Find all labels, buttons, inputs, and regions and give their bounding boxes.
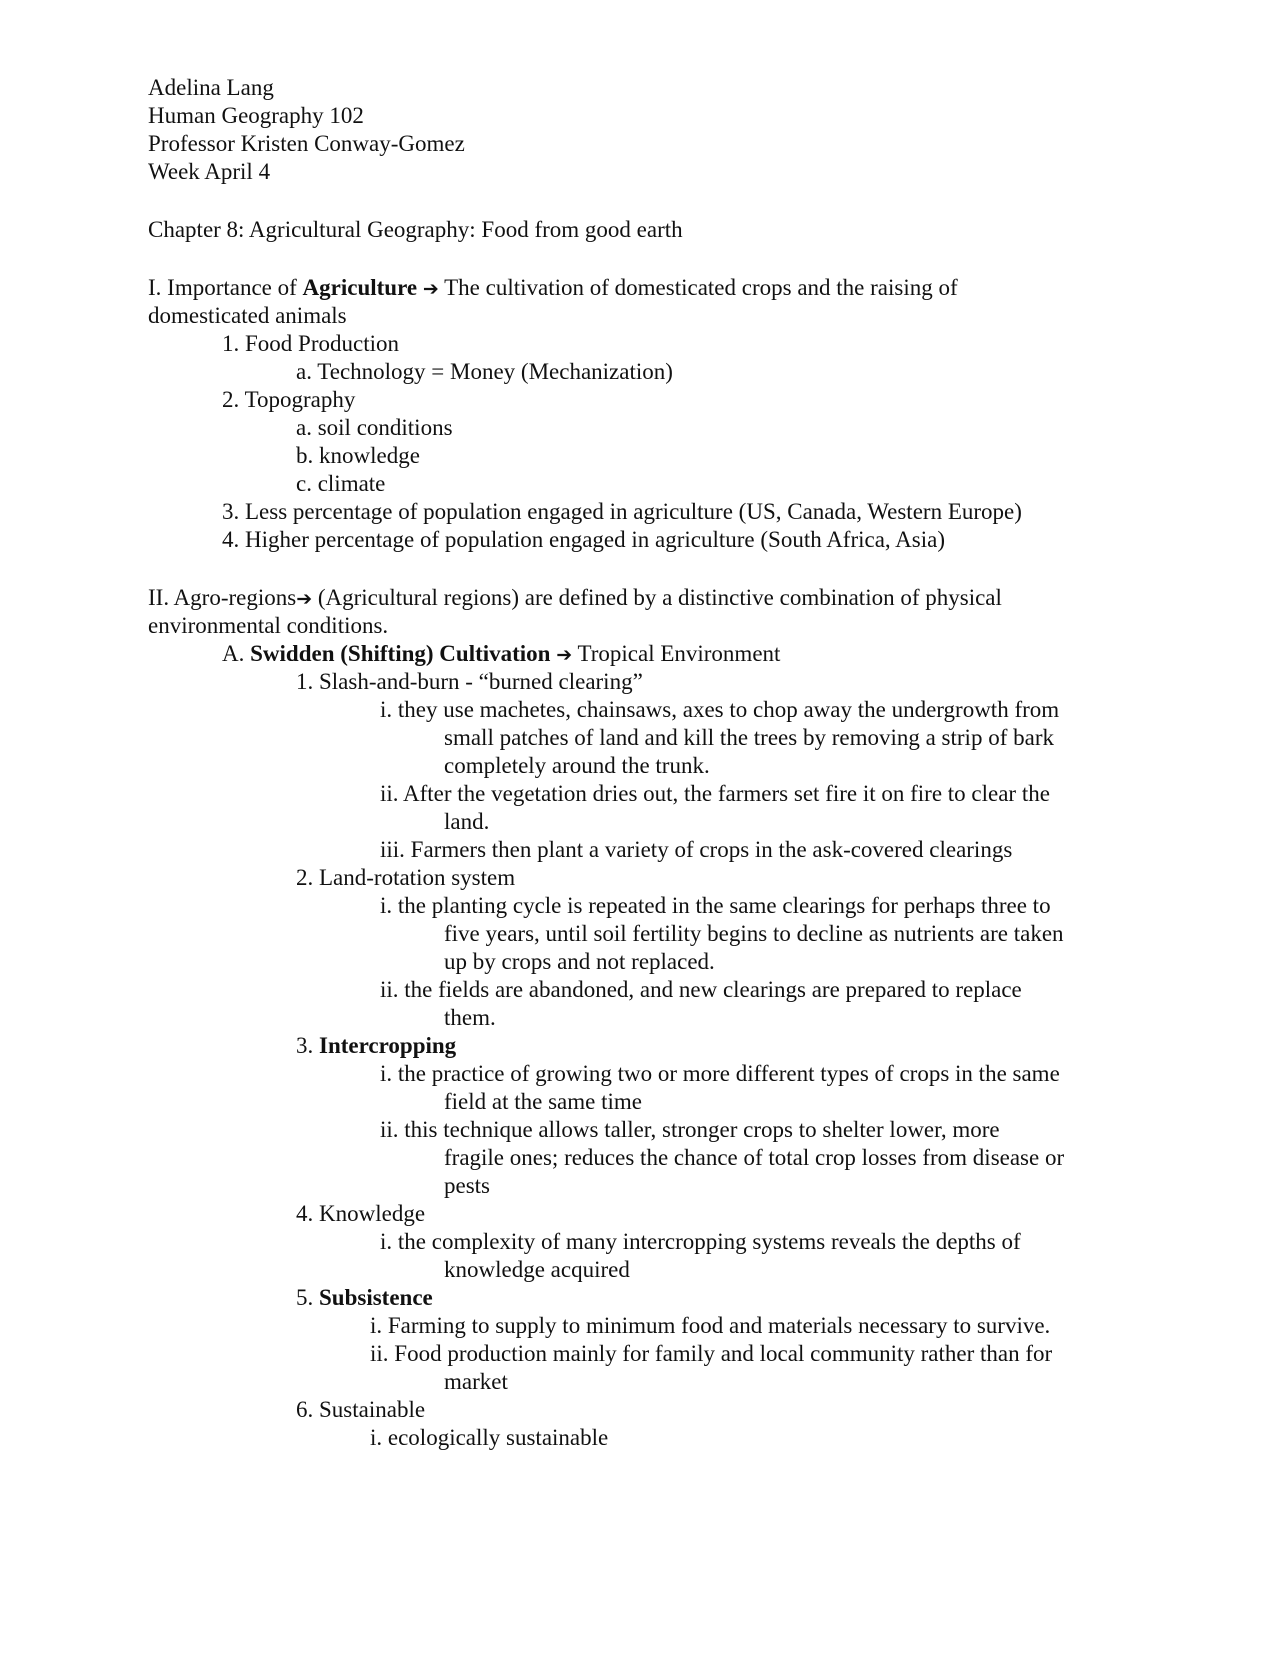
list-item: a. Technology = Money (Mechanization) — [296, 359, 673, 384]
list-item: i. the planting cycle is repeated in the same clearings for perhaps three to — [380, 893, 1051, 918]
list-item: 6. Sustainable — [296, 1397, 426, 1422]
arrow-right-icon: ➔ — [296, 588, 313, 610]
list-item-cont: completely around the trunk. — [444, 753, 710, 778]
list-item: 3. Less percentage of population engaged in agriculture (US, Canada, Western Europe) — [222, 499, 1022, 524]
subsection-a-prefix: A. — [222, 641, 251, 666]
subsistence-term: Subsistence — [319, 1285, 433, 1310]
list-item-cont: pests — [444, 1173, 490, 1198]
chapter-title: Chapter 8: Agricultural Geography: Food from good earth — [148, 217, 683, 242]
list-item-cont: five years, until soil fertility begins to decline as nutrients are taken — [444, 921, 1064, 946]
list-item-cont: field at the same time — [444, 1089, 642, 1114]
section-1-definition: The cultivation of domesticated crops and the raising of — [438, 275, 958, 300]
section-2-definition-cont: environmental conditions. — [148, 613, 389, 638]
section-1-term: Agriculture — [302, 275, 418, 300]
list-item: i. the complexity of many intercropping systems reveals the depths of — [380, 1229, 1021, 1254]
list-item: b. knowledge — [296, 443, 420, 468]
subsection-a-definition: Tropical Environment — [572, 641, 781, 666]
list-item: ii. the fields are abandoned, and new clearings are prepared to replace — [380, 977, 1022, 1002]
arrow-right-icon: ➔ — [556, 644, 573, 666]
list-item: i. they use machetes, chainsaws, axes to chop away the undergrowth from — [380, 697, 1060, 722]
subsection-a-heading — [222, 640, 780, 669]
list-item: i. the practice of growing two or more different types of crops in the same — [380, 1061, 1060, 1086]
list-item: 1. Food Production — [222, 331, 399, 356]
list-item: 2. Land-rotation system — [296, 865, 516, 890]
list-item — [296, 1284, 433, 1312]
intercropping-number: 3. — [296, 1033, 319, 1058]
section-1-definition-cont: domesticated animals — [148, 303, 347, 328]
subsistence-number: 5. — [296, 1285, 319, 1310]
section-2-heading — [148, 584, 1002, 613]
list-item: ii. this technique allows taller, stronger crops to shelter lower, more — [380, 1117, 1000, 1142]
author-name: Adelina Lang — [148, 75, 274, 100]
professor-name: Professor Kristen Conway-Gomez — [148, 131, 465, 156]
section-2-definition: (Agricultural regions) are defined by a distinctive combination of physical — [312, 585, 1002, 610]
list-item-cont: market — [444, 1369, 508, 1394]
arrow-right-icon: ➔ — [422, 278, 439, 300]
list-item-cont: up by crops and not replaced. — [444, 949, 715, 974]
week-label: Week April 4 — [148, 159, 271, 184]
list-item: 4. Higher percentage of population engaged in agriculture (South Africa, Asia) — [222, 527, 945, 552]
list-item: iii. Farmers then plant a variety of crops in the ask-covered clearings — [380, 837, 1013, 862]
list-item: a. soil conditions — [296, 415, 453, 440]
list-item-cont: land. — [444, 809, 490, 834]
list-item: i. Farming to supply to minimum food and materials necessary to survive. — [370, 1313, 1051, 1338]
list-item: ii. After the vegetation dries out, the farmers set fire it on fire to clear the — [380, 781, 1050, 806]
course-name: Human Geography 102 — [148, 103, 364, 128]
list-item: ii. Food production mainly for family and local community rather than for — [370, 1341, 1053, 1366]
list-item: c. climate — [296, 471, 386, 496]
list-item: i. ecologically sustainable — [370, 1425, 609, 1450]
intercropping-term: Intercropping — [319, 1033, 457, 1058]
list-item: 4. Knowledge — [296, 1201, 426, 1226]
list-item-cont: small patches of land and kill the trees by removing a strip of bark — [444, 725, 1054, 750]
list-item: 2. Topography — [222, 387, 356, 412]
list-item-cont: knowledge acquired — [444, 1257, 630, 1282]
list-item: 1. Slash-and-burn - “burned clearing” — [296, 669, 643, 694]
section-1-prefix: I. Importance of — [148, 275, 303, 300]
list-item — [296, 1032, 456, 1060]
subsection-a-term: Swidden (Shifting) Cultivation — [250, 641, 551, 666]
section-2-prefix: II. Agro-regions — [148, 585, 297, 610]
list-item-cont: them. — [444, 1005, 496, 1030]
list-item-cont: fragile ones; reduces the chance of total crop losses from disease or — [444, 1145, 1065, 1170]
section-1-heading — [148, 274, 958, 303]
